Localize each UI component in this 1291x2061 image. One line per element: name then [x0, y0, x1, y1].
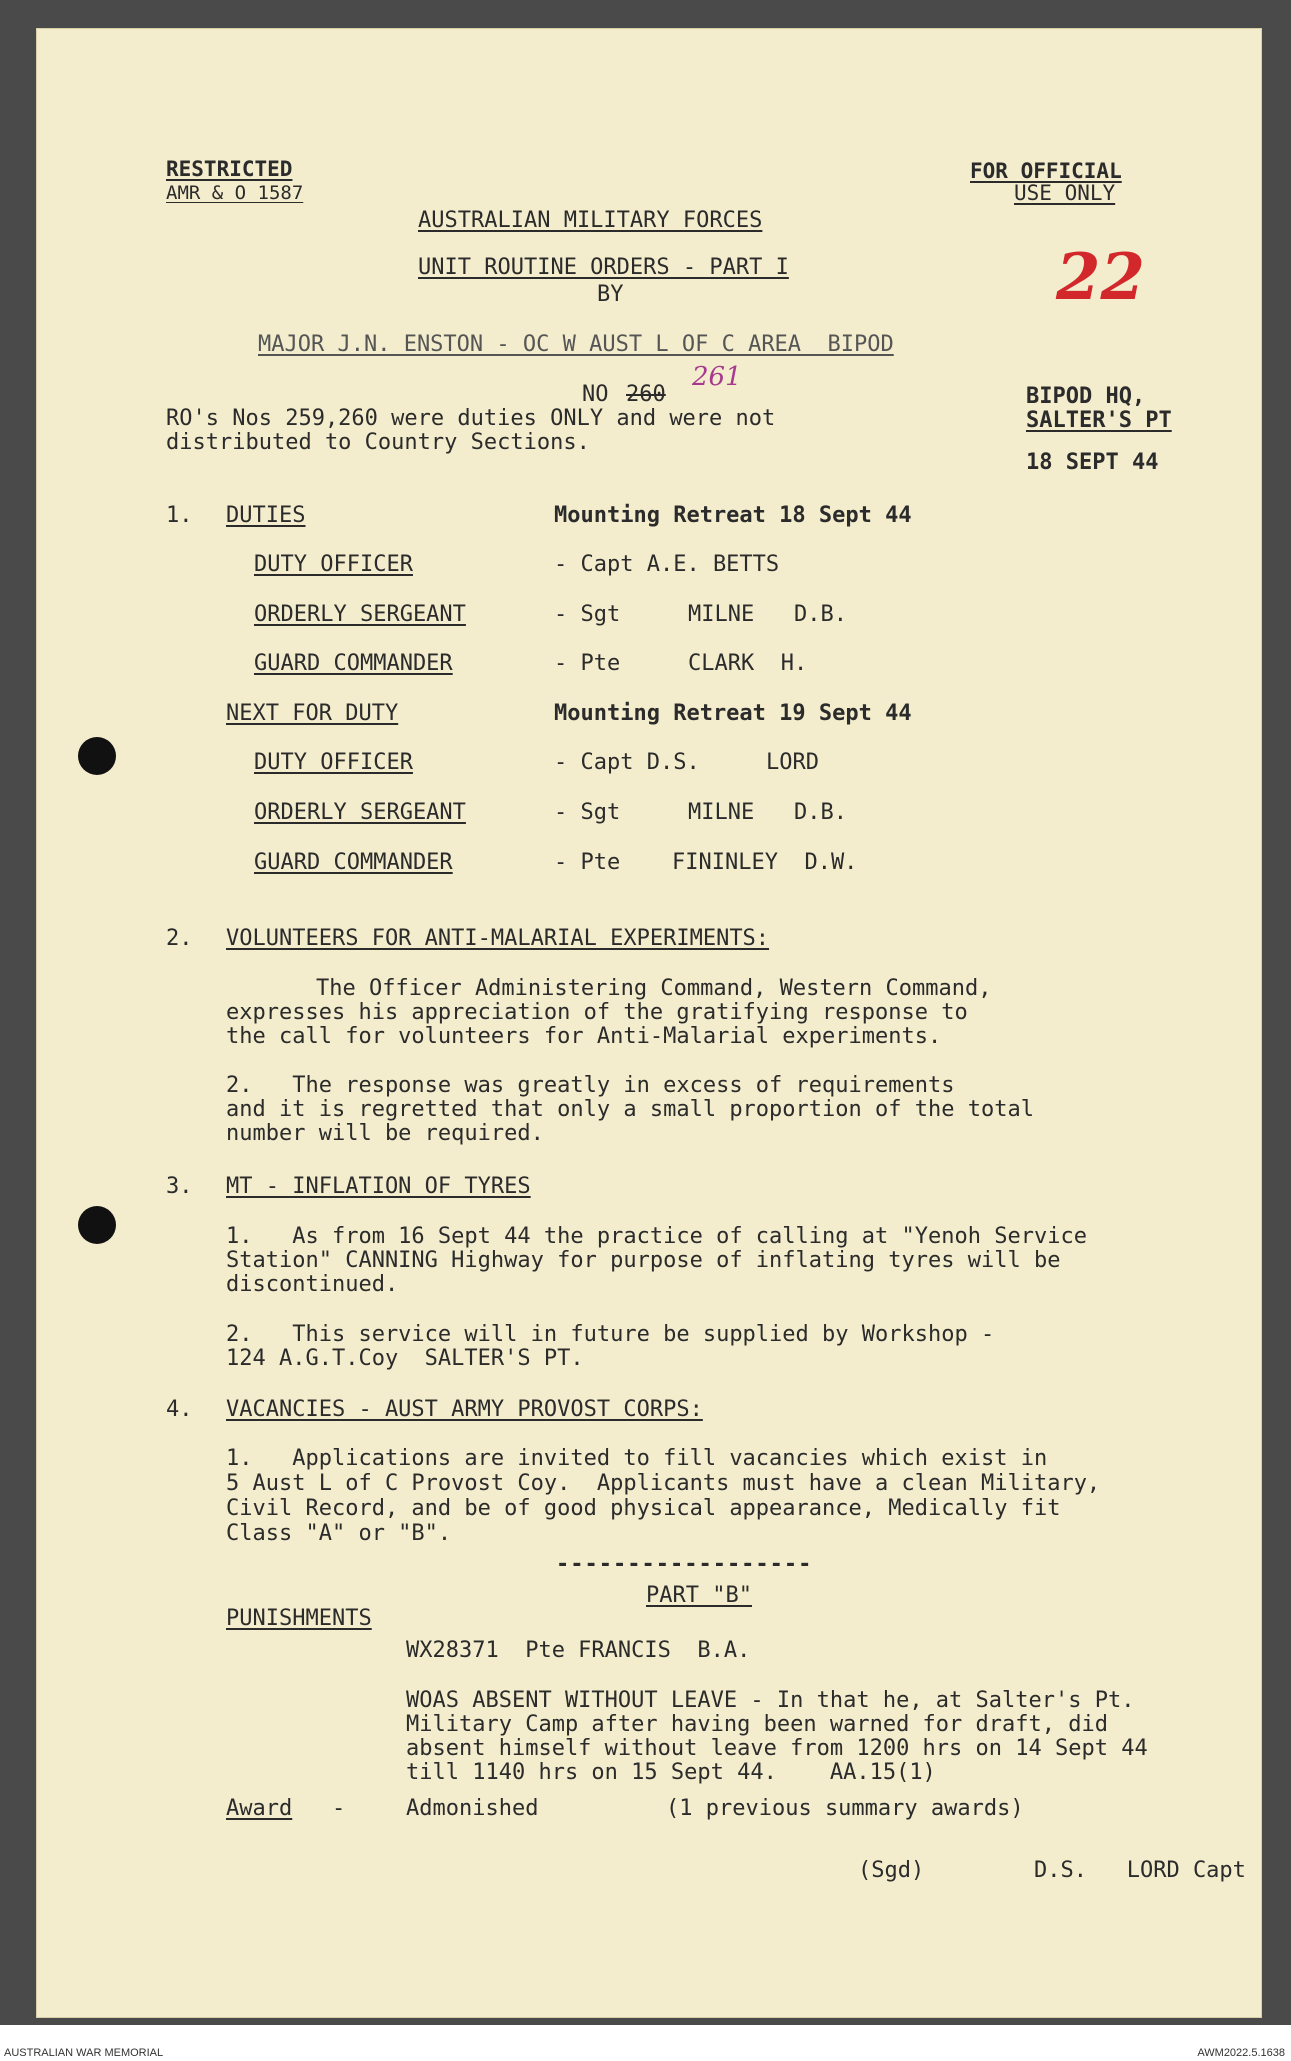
mounting-retreat-first: Mounting Retreat 18 Sept 44: [554, 503, 912, 528]
section4-title: VACANCIES - AUST ARMY PROVOST CORPS:: [226, 1397, 703, 1422]
duty-role: ORDERLY SERGEANT: [254, 800, 466, 825]
section4-number: 4.: [166, 1397, 193, 1422]
handwritten-page-number: 22: [1056, 240, 1146, 315]
document-page: [36, 28, 1262, 2018]
award-note: (1 previous summary awards): [666, 1796, 1024, 1821]
next-for-duty-title: NEXT FOR DUTY: [226, 701, 399, 726]
duty-name: CLARK H.: [688, 651, 808, 676]
section2-para1-line2: expresses his appreciation of the gratifying response to: [226, 1000, 968, 1025]
mounting-retreat-second: Mounting Retreat 19 Sept 44: [554, 701, 912, 726]
section4-para1-line1: 1. Applications are invited to fill vacancies which exist in: [226, 1446, 1048, 1471]
charge-line2: Military Camp after having been warned for draft, did: [406, 1712, 1108, 1737]
section3-para2-line2: 124 A.G.T.Coy SALTER'S PT.: [226, 1346, 584, 1371]
duty-rank: - Sgt: [554, 800, 621, 825]
section3-title: MT - INFLATION OF TYRES: [226, 1174, 531, 1199]
punch-hole-upper: [78, 737, 116, 775]
amr-reference: AMR & O 1587: [166, 182, 304, 204]
signature-name: D.S. LORD Capt: [1034, 1858, 1246, 1883]
official-use-label-line2: USE ONLY: [1014, 181, 1116, 205]
section2-title: VOLUNTEERS FOR ANTI-MALARIAL EXPERIMENTS:: [226, 926, 770, 951]
hq-line2: SALTER'S PT: [1026, 408, 1172, 433]
award-dash: -: [332, 1796, 346, 1821]
duty-role: DUTY OFFICER: [254, 750, 413, 775]
section4-para1-line2: 5 Aust L of C Provost Coy. Applicants must have a clean Military,: [226, 1471, 1101, 1496]
award-value: Admonished: [406, 1796, 539, 1821]
charge-line3: absent himself without leave from 1200 hrs on 14 Sept 44: [406, 1736, 1148, 1761]
section1-number: 1.: [166, 503, 193, 528]
section3-para1-line3: discontinued.: [226, 1272, 399, 1297]
document-title-by: BY: [597, 282, 624, 307]
section2-para2-line3: number will be required.: [226, 1121, 544, 1146]
archive-footer: [0, 2025, 1291, 2061]
duty-rank-name: - Capt A.E. BETTS: [554, 552, 780, 577]
order-number-struck: 260: [626, 382, 666, 407]
duty-role: GUARD COMMANDER: [254, 651, 453, 676]
restricted-label: RESTRICTED: [166, 157, 293, 181]
section3-para1-line2: Station" CANNING Highway for purpose of inflating tyres will be: [226, 1248, 1061, 1273]
order-date: 18 SEPT 44: [1026, 450, 1159, 475]
section3-number: 3.: [166, 1174, 193, 1199]
section4-para1-line4: Class "A" or "B".: [226, 1521, 452, 1546]
punishments-label: PUNISHMENTS: [226, 1606, 372, 1631]
duty-name: MILNE D.B.: [688, 602, 847, 627]
footer-institution: AUSTRALIAN WAR MEMORIAL: [4, 2047, 164, 2059]
section2-para2-line1: 2. The response was greatly in excess of requirements: [226, 1073, 955, 1098]
duty-role: GUARD COMMANDER: [254, 850, 453, 875]
section3-para2-line1: 2. This service will in future be supplied by Workshop -: [226, 1322, 995, 1347]
commander-line: MAJOR J.N. ENSTON - OC W AUST L OF C AREA BIPOD: [258, 332, 894, 357]
award-label: Award: [226, 1796, 293, 1821]
official-use-label-line1: FOR OFFICIAL: [970, 159, 1122, 183]
duty-role: ORDERLY SERGEANT: [254, 602, 466, 627]
duty-rank: - Pte: [554, 850, 621, 875]
soldier-line: WX28371 Pte FRANCIS B.A.: [406, 1638, 751, 1663]
section1-title: DUTIES: [226, 503, 306, 528]
punch-hole-lower: [78, 1206, 116, 1244]
section3-para1-line1: 1. As from 16 Sept 44 the practice of calling at "Yenoh Service: [226, 1224, 1087, 1249]
note-line1: RO's Nos 259,260 were duties ONLY and were not: [166, 406, 776, 431]
note-line2: distributed to Country Sections.: [166, 430, 590, 455]
charge-line4: till 1140 hrs on 15 Sept 44. AA.15(1): [406, 1760, 936, 1785]
order-number-label: NO: [582, 382, 609, 407]
duty-name: LORD: [766, 750, 819, 775]
section2-para1-line1: The Officer Administering Command, Western Command,: [316, 976, 992, 1001]
duty-rank: - Pte: [554, 651, 621, 676]
section2-number: 2.: [166, 926, 193, 951]
signature-sgd: (Sgd): [858, 1858, 925, 1883]
hq-line1: BIPOD HQ,: [1026, 384, 1146, 409]
document-title-line2: UNIT ROUTINE ORDERS - PART I: [418, 255, 789, 280]
section2-para1-line3: the call for volunteers for Anti-Malarial experiments.: [226, 1024, 942, 1049]
order-number-handwritten: 261: [692, 362, 742, 392]
part-b-title: PART "B": [646, 1583, 752, 1608]
duty-rank: - Capt D.S.: [554, 750, 700, 775]
duty-name: FININLEY D.W.: [672, 850, 858, 875]
document-title-line1: AUSTRALIAN MILITARY FORCES: [418, 208, 763, 233]
duty-role: DUTY OFFICER: [254, 552, 413, 577]
duty-rank: - Sgt: [554, 602, 621, 627]
section2-para2-line2: and it is regretted that only a small proportion of the total: [226, 1097, 1034, 1122]
section4-para1-line3: Civil Record, and be of good physical appearance, Medically fit: [226, 1496, 1061, 1521]
charge-line1: WOAS ABSENT WITHOUT LEAVE - In that he, at Salter's Pt.: [406, 1688, 1135, 1713]
duty-name: MILNE D.B.: [688, 800, 847, 825]
footer-accession-number: AWM2022.5.1638: [1197, 2047, 1285, 2059]
separator-line: ------------------: [556, 1552, 813, 1577]
